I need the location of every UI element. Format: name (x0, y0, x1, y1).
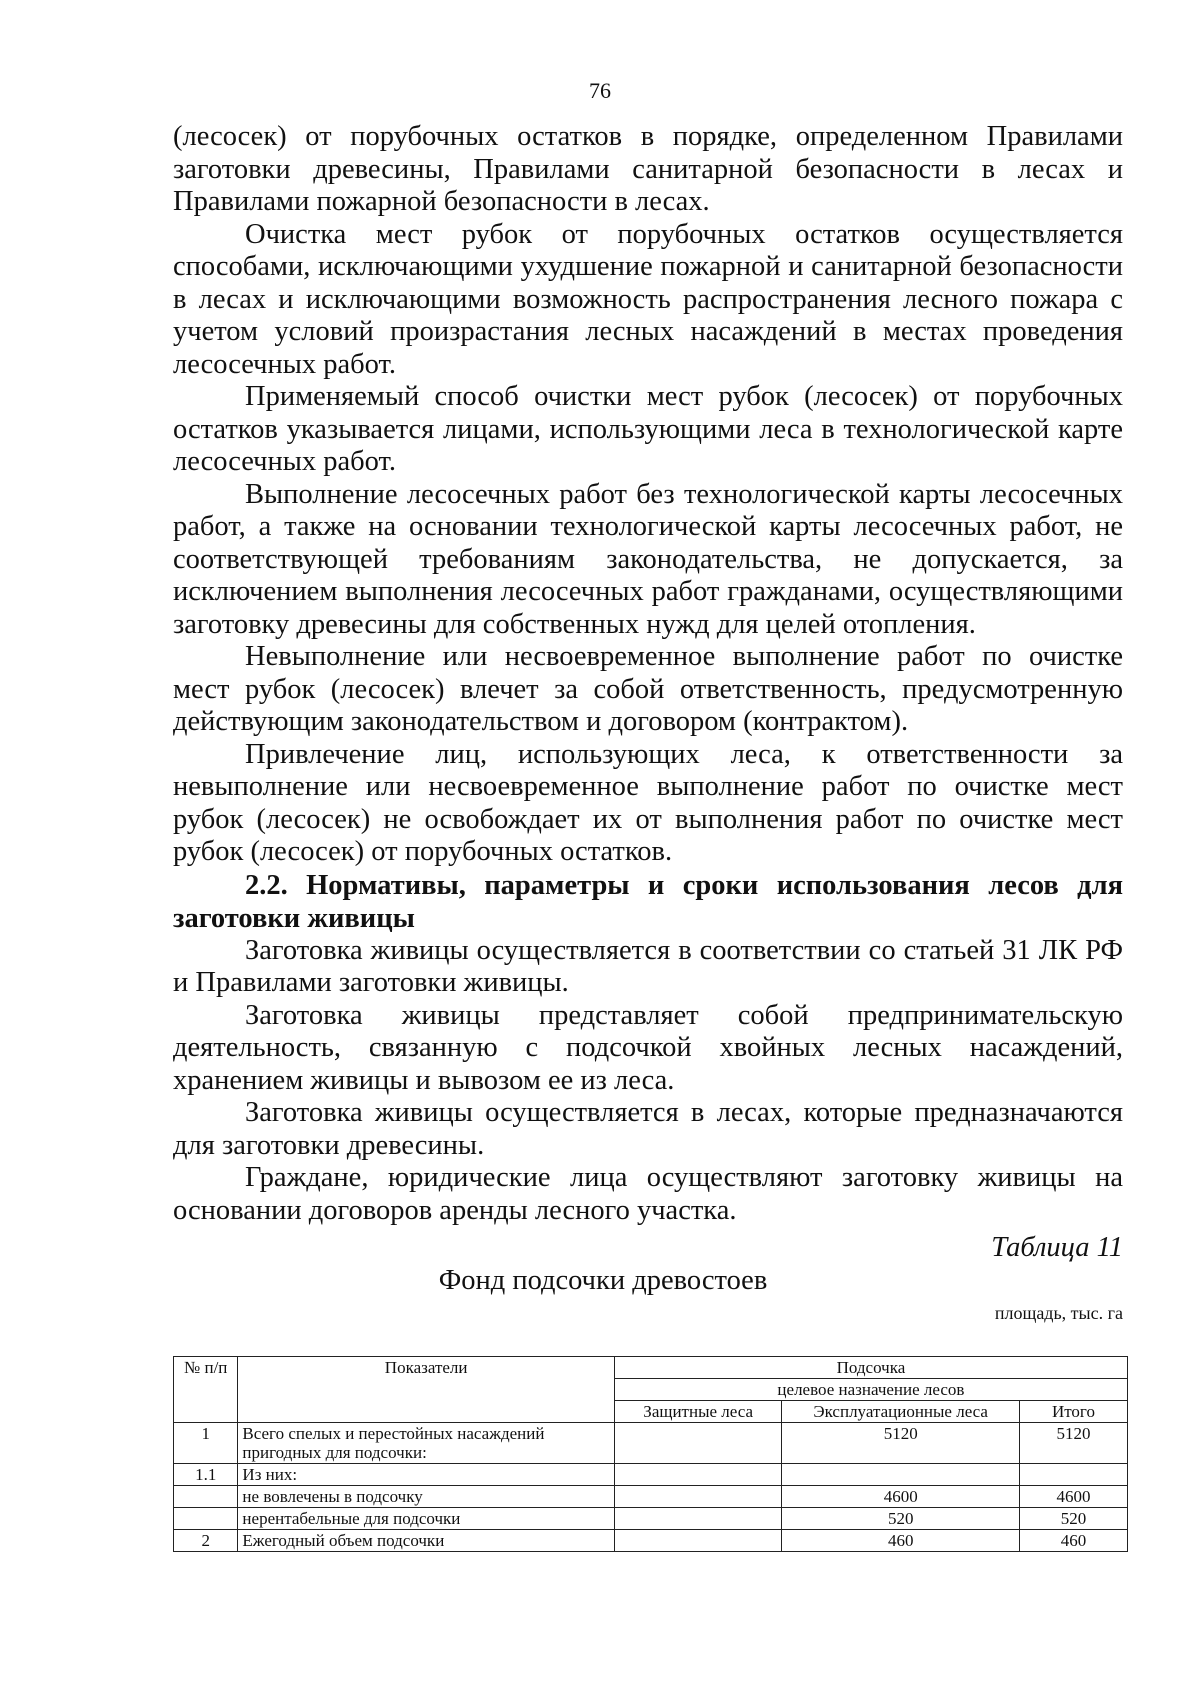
paragraph: Заготовка живицы осуществляется в лесах, которые предназначаются для заготовки древесины. (173, 1097, 1123, 1161)
cell-exploitation: 460 (782, 1530, 1019, 1552)
cell-num: 1.1 (174, 1464, 238, 1486)
table-row (174, 1508, 1128, 1530)
cell-num (174, 1508, 238, 1530)
paragraph: Применяемый способ очистки мест рубок (лесосек) от порубочных остатков указывается лицами, использующими леса в технологической карте лесосечных работ. (173, 381, 1123, 477)
cell-protective (614, 1464, 782, 1486)
header-num: № п/п (174, 1357, 238, 1423)
paragraph: Заготовка живицы представляет собой предпринимательскую деятельность, связанную с подсочкой хвойных лесных насаждений, хранением живицы и вывозом ее из леса. (173, 999, 1123, 1096)
table-label: Таблица 11 (991, 1232, 1123, 1263)
data-table (173, 1356, 1128, 1552)
paragraph: (лесосек) от порубочных остатков в порядке, определенном Правилами заготовки древесины, Правилами санитарной безопасности в лесах и Правилами пожарной безопасности в лесах. (173, 121, 1123, 217)
paragraph: Заготовка живицы осуществляется в соответствии со статьей 31 ЛК РФ и Правилами заготовки живицы. (173, 934, 1123, 998)
header-total: Итого (1019, 1401, 1127, 1423)
section-heading: 2.2. Нормативы, параметры и сроки использования лесов для заготовки живицы (173, 869, 1123, 934)
header-protective: Защитные леса (614, 1401, 782, 1423)
paragraph: Выполнение лесосечных работ без технологической карты лесосечных работ, а также на основании технологической карты лесосечных работ, не соответствующей требованиям законодательства, не допускается, за исключением выполнения лесосечных работ гражданами, осуществляющими заготовку древесины для собственных нужд для целей отопления. (173, 478, 1123, 640)
header-subgroup: целевое назначение лесов (614, 1379, 1127, 1401)
document-body (173, 121, 1123, 1323)
cell-exploitation: 4600 (782, 1486, 1019, 1508)
cell-exploitation (782, 1464, 1019, 1486)
cell-total: 5120 (1019, 1423, 1127, 1464)
cell-indicator: Всего спелых и перестойных насаждений пригодных для подсочки: (238, 1423, 614, 1464)
paragraph: Невыполнение или несвоевременное выполнение работ по очистке мест рубок (лесосек) влечет за собой ответственность, предусмотренную действующим законодательством и договором (контрактом). (173, 641, 1123, 737)
table-row (174, 1464, 1128, 1486)
cell-indicator: Из них: (238, 1464, 614, 1486)
cell-num: 2 (174, 1530, 238, 1552)
cell-total (1019, 1464, 1127, 1486)
cell-num: 1 (174, 1423, 238, 1464)
cell-protective (614, 1530, 782, 1552)
header-indicator: Показатели (238, 1357, 614, 1423)
header-exploitation: Эксплуатационные леса (782, 1401, 1019, 1423)
cell-indicator: нерентабельные для подсочки (238, 1508, 614, 1530)
paragraph: Привлечение лиц, использующих леса, к ответственности за невыполнение или несвоевременное выполнение работ по очистке мест рубок (лесосек) не освобождает их от выполнения работ по очистке мест рубок (лесосек) от порубочных остатков. (173, 738, 1123, 867)
table-row (174, 1530, 1128, 1552)
cell-exploitation: 5120 (782, 1423, 1019, 1464)
cell-protective (614, 1508, 782, 1530)
table-units: площадь, тыс. га (994, 1303, 1123, 1323)
cell-total: 460 (1019, 1530, 1127, 1552)
paragraph: Очистка мест рубок от порубочных остатков осуществляется способами, исключающими ухудшение пожарной и санитарной безопасности в лесах и исключающими возможность распространения лесного пожара с учетом условий произрастания лесных насаждений в местах проведения лесосечных работ. (173, 218, 1123, 380)
paragraph: Граждане, юридические лица осуществляют заготовку живицы на основании договоров аренды лесного участка. (173, 1162, 1123, 1226)
table-row (174, 1486, 1128, 1508)
cell-exploitation: 520 (782, 1508, 1019, 1530)
cell-protective (614, 1423, 782, 1464)
header-group: Подсочка (614, 1357, 1127, 1379)
cell-total: 520 (1019, 1508, 1127, 1530)
cell-total: 4600 (1019, 1486, 1127, 1508)
cell-indicator: Ежегодный объем подсочки (238, 1530, 614, 1552)
table-row (174, 1423, 1128, 1464)
page-number: 76 (589, 78, 611, 103)
cell-protective (614, 1486, 782, 1508)
cell-indicator: не вовлечены в подсочку (238, 1486, 614, 1508)
table-caption: Фонд подсочки древостоев (438, 1265, 768, 1296)
cell-num (174, 1486, 238, 1508)
